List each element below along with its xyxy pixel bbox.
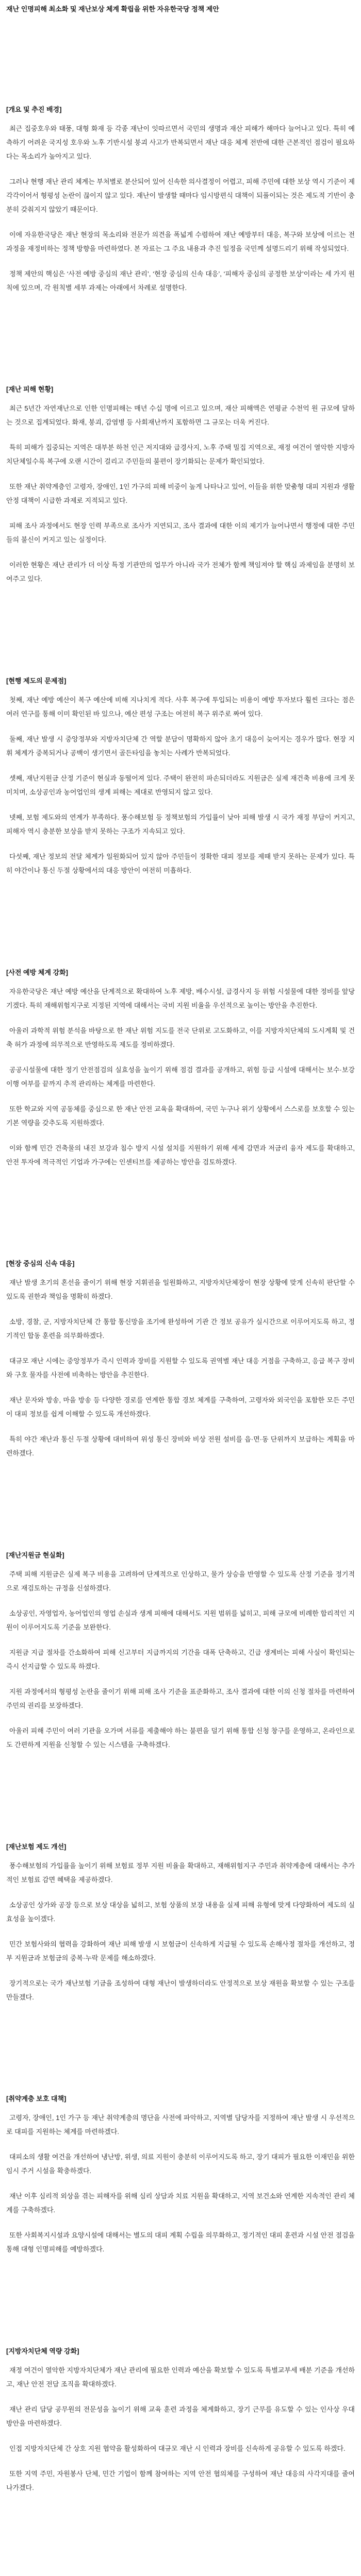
paragraph: 재난 문자와 방송, 마을 방송 등 다양한 경로를 연계한 통합 경보 체계를 구축하여, 고령자와 외국인을 포함한 모든 주민이 대피 정보를 쉽게 이해할 수 있도록 개선하겠다.	[6, 1396, 355, 1418]
paragraph: 재정 여건이 열악한 지방자치단체가 재난 관리에 필요한 인력과 예산을 확보할 수 있도록 특별교부세 배분 기준을 개선하고, 재난 안전 전담 조직을 확대하겠다.	[6, 2366, 355, 2388]
paragraph: 지원 과정에서의 형평성 논란을 줄이기 위해 피해 조사 기준을 표준화하고, 조사 결과에 대한 이의 신청 절차를 마련하여 주민의 권리를 보장하겠다.	[6, 1687, 355, 1709]
paragraph: 이에 자유한국당은 재난 현장의 목소리와 전문가 의견을 폭넓게 수렴하여 재난 예방부터 대응, 복구와 보상에 이르는 전 과정을 재정비하는 정책 방향을 마련하였다. 본 자료는 그 주요 내용과 추진 일정을 국민께 설명드리기 위해 작성되었다.	[6, 230, 355, 252]
paragraph: 다섯째, 재난 정보의 전달 체계가 일원화되어 있지 않아 주민들이 정확한 대피 정보를 제때 받지 못하는 문제가 있다. 특히 야간이나 통신 두절 상황에서의 대응 방안이 여전히 미흡하다.	[6, 852, 355, 874]
paragraph: 그러나 현행 재난 관리 체계는 부처별로 분산되어 있어 신속한 의사결정이 어렵고, 피해 주민에 대한 보상 역시 기준이 제각각이어서 형평성 논란이 끊이지 않고 있다. 재난이 발생할 때마다 임시방편식 대책이 되풀이되는 것은 제도적 기반이 충분히 갖춰지지 않았기 때문이다.	[6, 177, 355, 213]
paragraph: 특히 야간 재난과 통신 두절 상황에 대비하여 위성 통신 장비와 비상 전원 설비를 읍·면·동 단위까지 보급하는 계획을 마련하겠다.	[6, 1435, 355, 1458]
paragraph: 재난 이후 심리적 외상을 겪는 피해자를 위해 심리 상담과 치료 지원을 확대하고, 지역 보건소와 연계한 지속적인 관리 체계를 구축하겠다.	[6, 2192, 355, 2214]
paragraph: 소상공인, 자영업자, 농어업인의 영업 손실과 생계 피해에 대해서도 지원 범위를 넓히고, 피해 규모에 비례한 합리적인 지원이 이루어지도록 기준을 보완한다.	[6, 1609, 355, 1631]
paragraph: 인접 지방자치단체 간 상호 지원 협약을 활성화하여 대규모 재난 시 인력과 장비를 신속하게 공유할 수 있도록 하겠다.	[9, 2444, 346, 2452]
section-heading: [현장 중심의 신속 대응]	[6, 1260, 75, 1268]
section-heading: [사전 예방 체계 강화]	[6, 968, 68, 976]
paragraph: 최근 5년간 자연재난으로 인한 인명피해는 매년 수십 명에 이르고 있으며, 재산 피해액은 연평균 수천억 원 규모에 달하는 것으로 집계되었다. 화재, 붕괴, 감염병 등 사회재난까지 포함하면 그 규모는 더욱 커진다.	[6, 404, 355, 427]
paragraph: 소방, 경찰, 군, 지방자치단체 간 통합 통신망을 조기에 완성하여 기관 간 정보 공유가 실시간으로 이루어지도록 하고, 정기적인 합동 훈련을 의무화하겠다.	[6, 1318, 355, 1340]
section-heading: [재난보험 제도 개선]	[6, 1842, 67, 1851]
paragraph: 재난 발생 초기의 혼선을 줄이기 위해 현장 지휘권을 일원화하고, 지방자치단체장이 현장 상황에 맞게 신속히 판단할 수 있도록 권한과 책임을 명확히 하겠다.	[6, 1279, 355, 1301]
paragraph: 이러한 현황은 재난 관리가 더 이상 특정 기관만의 업무가 아니라 국가 전체가 함께 책임져야 할 핵심 과제임을 분명히 보여주고 있다.	[6, 561, 355, 583]
section-heading: [재난지원금 현실화]	[6, 1551, 64, 1559]
paragraph: 소상공인 상가와 공장 등으로 보상 대상을 넓히고, 보험 상품의 보장 내용을 실제 피해 유형에 맞게 다양화하여 제도의 실효성을 높이겠다.	[6, 1901, 355, 1923]
paragraph: 첫째, 재난 예방 예산이 복구 예산에 비해 지나치게 적다. 사후 복구에 투입되는 비용이 예방 투자보다 훨씬 크다는 점은 여러 연구를 통해 이미 확인된 바 있으나, 예산 편성 구조는 여전히 복구 위주로 짜여 있다.	[6, 696, 355, 718]
paragraph: 넷째, 보험 제도와의 연계가 부족하다. 풍수해보험 등 정책보험의 가입률이 낮아 피해 발생 시 국가 재정 부담이 커지고, 피해자 역시 충분한 보상을 받지 못하는 구조가 지속되고 있다.	[6, 813, 355, 835]
paragraph: 주택 피해 지원금은 실제 복구 비용을 고려하여 단계적으로 인상하고, 물가 상승을 반영할 수 있도록 산정 기준을 정기적으로 재검토하는 규정을 신설하겠다.	[6, 1570, 355, 1592]
paragraph: 또한 지역 주민, 자원봉사 단체, 민간 기업이 함께 참여하는 지역 안전 협의체를 구성하여 재난 대응의 사각지대를 줄여 나가겠다.	[6, 2469, 355, 2492]
paragraph: 피해 조사 과정에서도 현장 인력 부족으로 조사가 지연되고, 조사 결과에 대한 이의 제기가 늘어나면서 행정에 대한 주민들의 불신이 커지고 있는 실정이다.	[6, 522, 355, 544]
paragraph: 장기적으로는 국가 재난보험 기금을 조성하여 대형 재난이 발생하더라도 안정적으로 보상 재원을 확보할 수 있는 구조를 만들겠다.	[6, 1979, 355, 2001]
paragraph: 정책 제안의 핵심은 ‘사전 예방 중심의 재난 관리’, ‘현장 중심의 신속 대응’, ‘피해자 중심의 공정한 보상’이라는 세 가지 원칙에 있으며, 각 원칙별 세부 과제는 아래에서 차례로 설명한다.	[6, 269, 355, 292]
section-heading: [취약계층 보호 대책]	[6, 2095, 67, 2103]
paragraph: 자유한국당은 재난 예방 예산을 단계적으로 확대하여 노후 제방, 배수시설, 급경사지 등 위험 시설물에 대한 정비를 앞당기겠다. 특히 재해위험지구로 지정된 지역에 대해서는 국비 지원 비율을 우선적으로 높이는 방안을 추진한다.	[6, 987, 355, 1009]
section	[6, 1257, 355, 1460]
paragraph: 이와 함께 민간 건축물의 내진 보강과 침수 방지 시설 설치를 지원하기 위해 세제 감면과 저금리 융자 제도를 확대하고, 안전 투자에 적극적인 기업과 가구에는 인센티브를 제공하는 방안을 검토하겠다.	[6, 1144, 355, 1166]
paragraph: 아울러 과학적 위험 분석을 바탕으로 한 재난 위험 지도를 전국 단위로 고도화하고, 이를 지방자치단체의 도시계획 및 건축 허가 과정에 의무적으로 반영하도록 제도를 정비하겠다.	[6, 1026, 355, 1048]
section	[6, 674, 355, 877]
section	[6, 1840, 355, 2004]
section	[6, 103, 355, 295]
section	[6, 1548, 355, 1752]
paragraph: 대피소의 생활 여건을 개선하여 냉난방, 위생, 의료 지원이 충분히 이루어지도록 하고, 장기 대피가 필요한 이재민을 위한 임시 주거 시설을 확충하겠다.	[6, 2153, 355, 2175]
paragraph: 또한 학교와 지역 공동체를 중심으로 한 재난 안전 교육을 확대하여, 국민 누구나 위기 상황에서 스스로를 보호할 수 있는 기본 역량을 갖추도록 지원하겠다.	[6, 1105, 355, 1127]
paragraph: 민간 보험사와의 협력을 강화하여 재난 피해 발생 시 보험금이 신속하게 지급될 수 있도록 손해사정 절차를 개선하고, 정부 지원금과 보험금의 중복·누락 문제를 해소하겠다.	[6, 1940, 355, 1962]
section-heading: [현행 제도의 문제점]	[6, 676, 67, 685]
paragraph: 지원금 지급 절차를 간소화하여 피해 신고부터 지급까지의 기간을 대폭 단축하고, 긴급 생계비는 피해 사실이 확인되는 즉시 선지급할 수 있도록 하겠다.	[6, 1648, 355, 1670]
section	[6, 2344, 355, 2495]
paragraph: 공공시설물에 대한 정기 안전점검의 실효성을 높이기 위해 점검 결과를 공개하고, 위험 등급 시설에 대해서는 보수·보강 이행 여부를 끝까지 추적 관리하는 체계를 마련한다.	[6, 1065, 355, 1088]
paragraph: 특히 피해가 집중되는 지역은 대부분 하천 인근 저지대와 급경사지, 노후 주택 밀집 지역으로, 재정 여건이 열악한 지방자치단체일수록 복구에 오랜 시간이 걸리고 주민들의 불편이 장기화되는 문제가 확인되었다.	[6, 444, 355, 466]
paragraph: 아울러 피해 주민이 여러 기관을 오가며 서류를 제출해야 하는 불편을 덜기 위해 통합 신청 창구를 운영하고, 온라인으로도 간편하게 지원을 신청할 수 있는 시스템을 구축하겠다.	[6, 1726, 355, 1749]
section	[6, 382, 355, 586]
paragraph: 최근 집중호우와 태풍, 대형 화재 등 각종 재난이 잇따르면서 국민의 생명과 재산 피해가 해마다 늘어나고 있다. 특히 예측하기 어려운 국지성 호우와 노후 기반시설 붕괴 사고가 반복되면서 재난 대응 체계 전반에 대한 근본적인 점검이 필요하다는 목소리가 높아지고 있다.	[6, 124, 355, 160]
section	[6, 965, 355, 1169]
paragraph: 또한 재난 취약계층인 고령자, 장애인, 1인 가구의 피해 비중이 높게 나타나고 있어, 이들을 위한 맞춤형 대피 지원과 생활 안정 대책이 시급한 과제로 지적되고 있다.	[6, 483, 355, 505]
paragraph: 대규모 재난 시에는 중앙정부가 즉시 인력과 장비를 지원할 수 있도록 권역별 재난 대응 거점을 구축하고, 응급 복구 장비와 구호 물자를 사전에 비축하는 방안을 추진한다.	[6, 1357, 355, 1379]
section-heading: [지방자치단체 역량 강화]	[6, 2347, 79, 2355]
section-heading: [재난 피해 현황]	[6, 385, 54, 394]
section	[6, 2092, 355, 2256]
paragraph: 둘째, 재난 발생 시 중앙정부와 지방자치단체 간 역할 분담이 명확하지 않아 초기 대응이 늦어지는 경우가 많다. 현장 지휘 체계가 중복되거나 공백이 생기면서 골든타임을 놓치는 사례가 반복되었다.	[6, 735, 355, 757]
paragraph: 재난 관리 담당 공무원의 전문성을 높이기 위해 교육 훈련 과정을 체계화하고, 장기 근무를 유도할 수 있는 인사상 우대 방안을 마련하겠다.	[6, 2405, 355, 2427]
paragraph: 고령자, 장애인, 1인 가구 등 재난 취약계층의 명단을 사전에 파악하고, 지역별 담당자를 지정하여 재난 발생 시 우선적으로 대피를 지원하는 체계를 마련하겠다.	[6, 2114, 355, 2136]
paragraph: 또한 사회복지시설과 요양시설에 대해서는 별도의 대피 계획 수립을 의무화하고, 정기적인 대피 훈련과 시설 안전 점검을 통해 대형 인명피해를 예방하겠다.	[6, 2231, 355, 2253]
paragraph: 셋째, 재난지원금 산정 기준이 현실과 동떨어져 있다. 주택이 완전히 파손되더라도 지원금은 실제 재건축 비용에 크게 못 미치며, 소상공인과 농어업인의 생계 피해는 제대로 반영되지 않고 있다.	[6, 774, 355, 796]
paragraph: 풍수해보험의 가입률을 높이기 위해 보험료 정부 지원 비율을 확대하고, 재해위험지구 주민과 취약계층에 대해서는 추가적인 보험료 감면 혜택을 제공하겠다.	[6, 1861, 355, 1884]
document-title: 재난 인명피해 최소화 및 재난보상 체계 확립을 위한 자유한국당 정책 제안	[6, 5, 219, 13]
section-heading: [개요 및 추진 배경]	[6, 105, 62, 113]
